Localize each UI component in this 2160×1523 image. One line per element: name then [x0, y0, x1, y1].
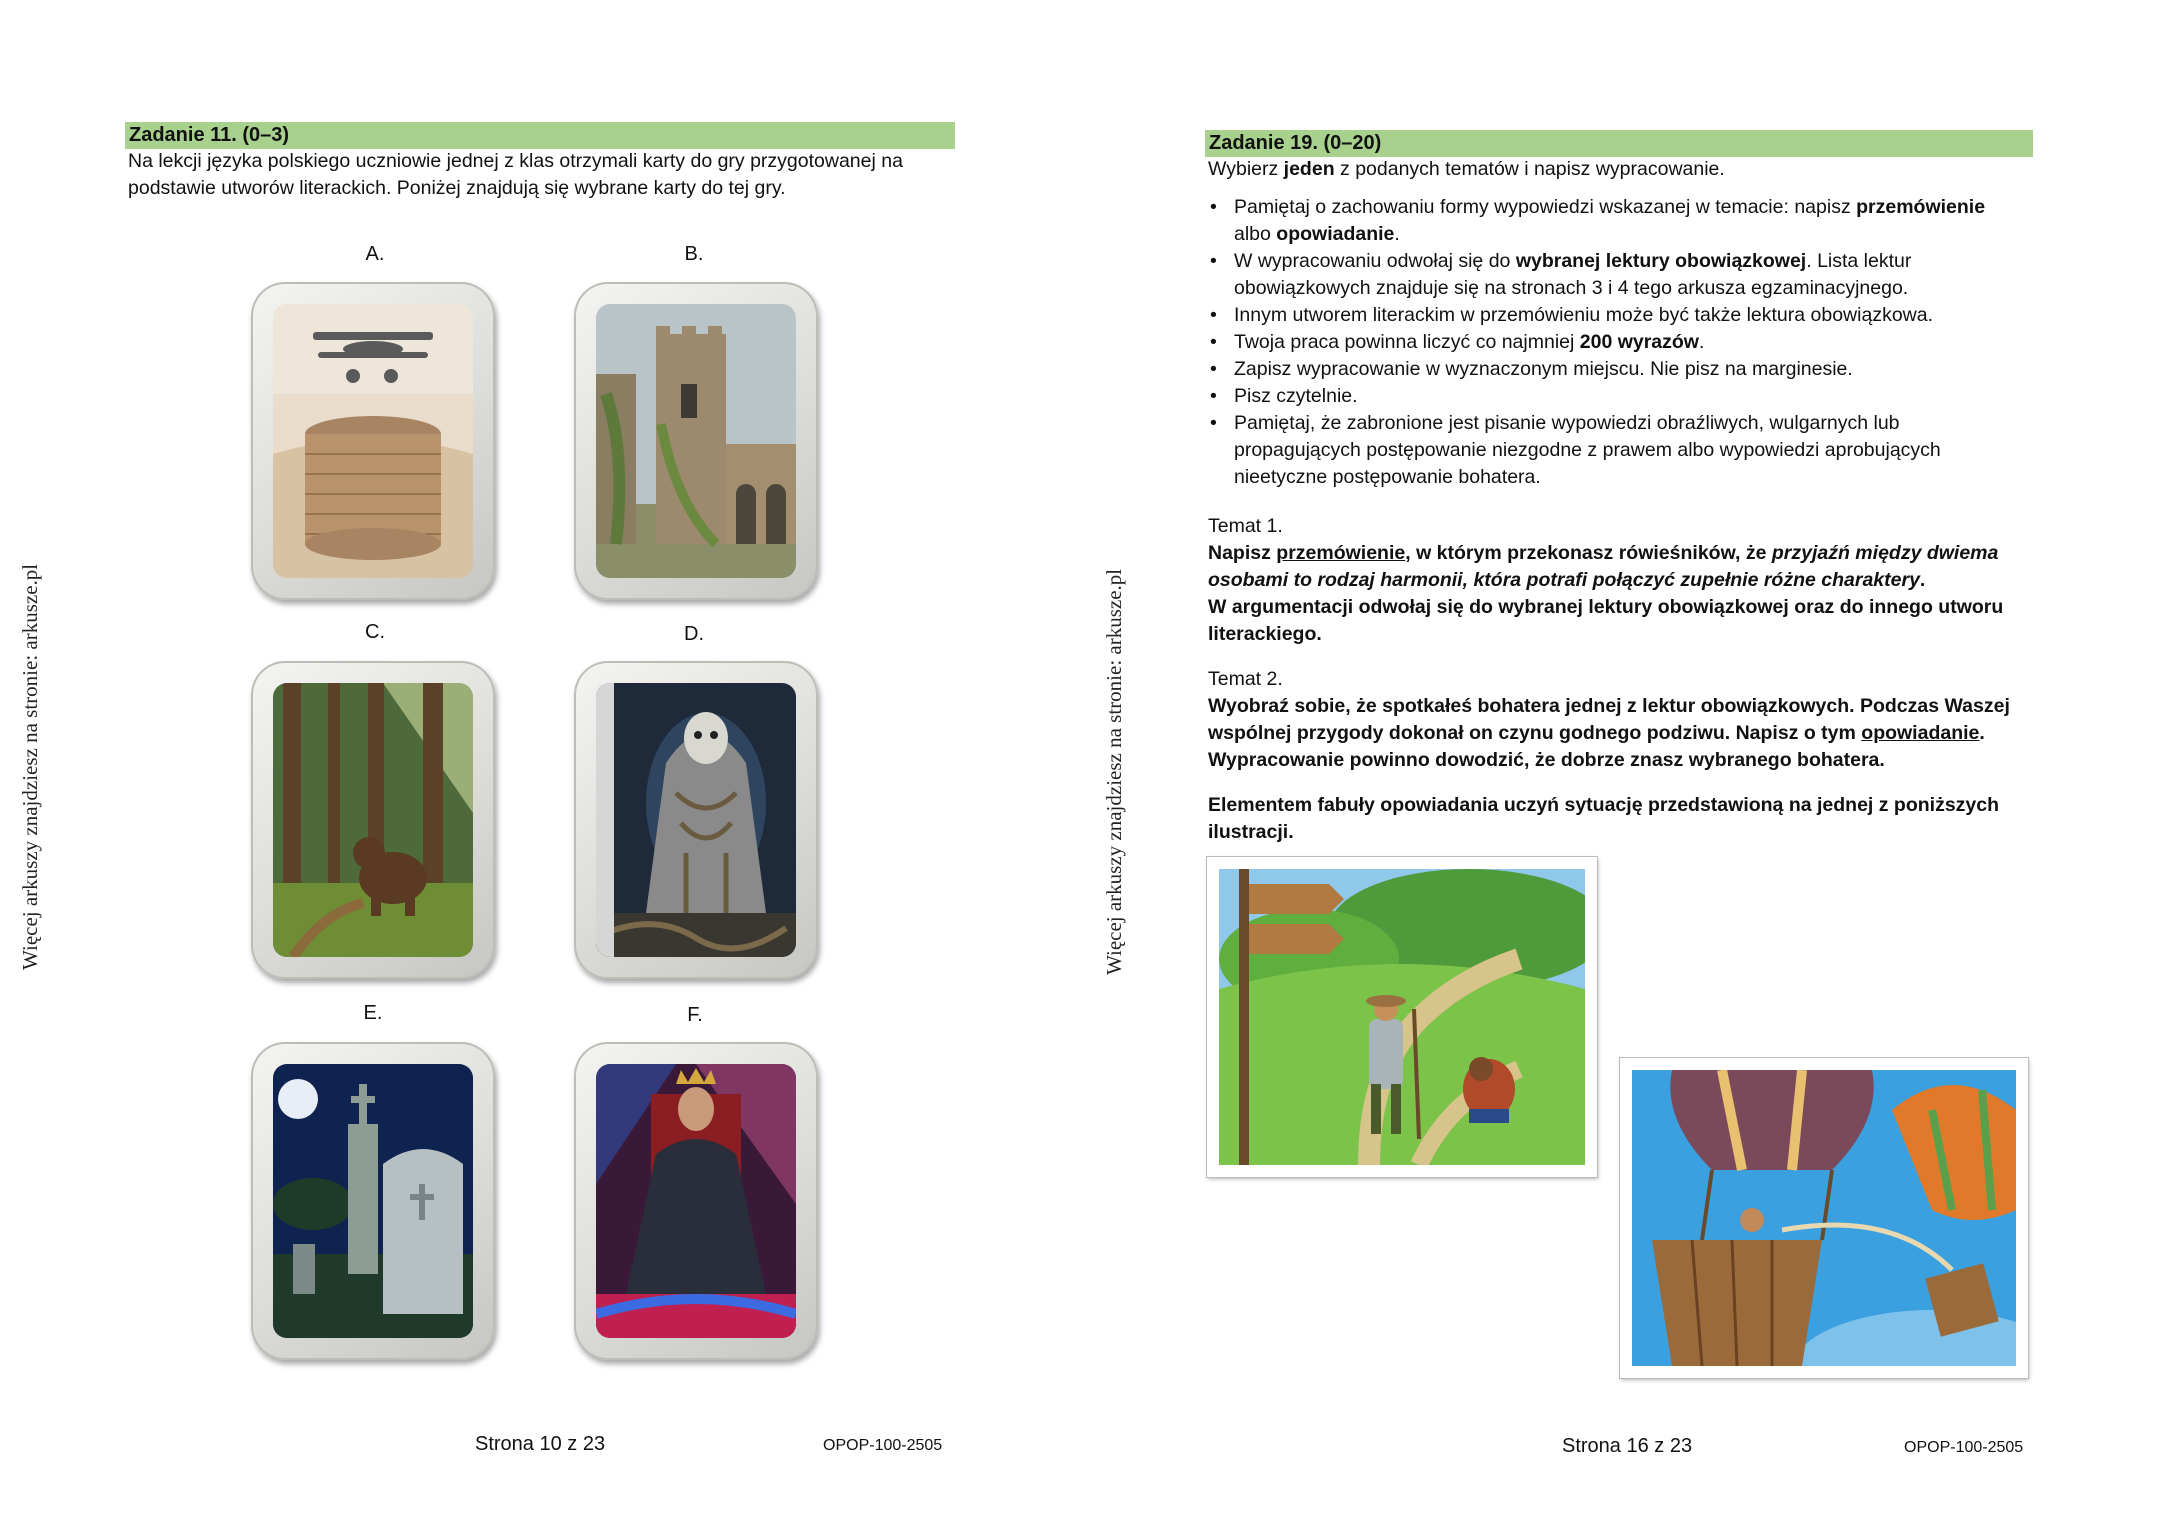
rule-item: • Zapisz wypracowanie w wyznaczonym miejscu. Nie pisz na marginesie. [1208, 356, 1985, 383]
side-watermark-left: Więcej arkuszy znajdziesz na stronie: arkusze.pl [18, 563, 42, 970]
task-title: Zadanie 19. (0–20) [1205, 130, 2033, 157]
card-letter-c: C. [365, 621, 385, 643]
card-f [574, 1042, 818, 1360]
topic-2-text: Wyobraź sobie, że spotkałeś bohatera jednej z lektur obowiązkowych. Podczas Waszej wspólnej przygody dokonał on czynu godnego podziwu. Napisz o tym opowiadanie. Wypracowanie powinno dowodzić, że dobrze znasz wybranego bohatera. [1208, 695, 2010, 771]
topic-1-label: Temat 1. [1208, 515, 1283, 537]
illustration-hiker [1207, 857, 1597, 1177]
hot-air-balloons-image [1632, 1070, 2016, 1366]
bear-in-forest-image [273, 683, 473, 957]
king-on-throne-image [596, 1064, 796, 1338]
illustration-balloons [1620, 1058, 2028, 1378]
footer-exam-code: OPOP-100-2505 [1904, 1439, 2024, 1456]
card-e [251, 1042, 495, 1360]
rule-item: • Pamiętaj o zachowaniu formy wypowiedzi wskazanej w temacie: napisz przemówienie albo opowiadanie. [1208, 194, 1985, 248]
card-c [251, 661, 495, 979]
rule-item: • Pamiętaj, że zabronione jest pisanie wypowiedzi obraźliwych, wulgarnych lub propagujących postępowanie niezgodne z prawem albo wypowiedzi aprobujących nieetyczne postępowanie bohatera. [1208, 410, 1985, 491]
footer-page-number: Strona 16 z 23 [1562, 1435, 1693, 1457]
footer-page-number: Strona 10 z 23 [475, 1433, 606, 1455]
side-watermark-right: Więcej arkuszy znajdziesz na stronie: arkusze.pl [1102, 568, 1126, 975]
topic-1-text: Napisz przemówienie, w którym przekonasz rówieśników, że przyjaźń między dwiema osobami to rodzaj harmonii, która potrafi połączyć zupełnie różne charaktery. W argumentacji odwołaj się do wybranej lektury obowiązkowej oraz do innego utworu literackiego. [1208, 542, 2004, 645]
well-with-airplane-image [273, 304, 473, 578]
card-a [251, 282, 495, 600]
hiker-on-path-image [1219, 869, 1585, 1165]
card-d [574, 661, 818, 979]
topic-2-label: Temat 2. [1208, 668, 1283, 690]
card-b [574, 282, 818, 600]
chained-ghost-image [596, 683, 796, 957]
card-letter-f: F. [687, 1004, 703, 1026]
cemetery-at-night-image [273, 1064, 473, 1338]
intro-line-1: Na lekcji języka polskiego uczniowie jednej z klas otrzymali karty do gry przygotowanej na [128, 150, 903, 172]
rule-item: • Innym utworem literackim w przemówieniu może być także lektura obowiązkowa. [1208, 302, 1985, 329]
card-letter-d: D. [684, 623, 704, 645]
card-letter-e: E. [363, 1002, 383, 1024]
task-intro: Wybierz jeden z podanych tematów i napisz wypracowanie. [1208, 158, 1725, 180]
card-letter-b: B. [684, 243, 704, 265]
intro-line-2: podstawie utworów literackich. Poniżej znajdują się wybrane karty do tej gry. [128, 177, 786, 199]
task-title: Zadanie 11. (0–3) [125, 122, 955, 149]
rules-list [1208, 194, 1985, 491]
castle-ruins-image [596, 304, 796, 578]
rule-item: • Pisz czytelnie. [1208, 383, 1985, 410]
rule-item: • W wypracowaniu odwołaj się do wybranej lektury obowiązkowej. Lista lektur obowiązkowych znajduje się na stronach 3 i 4 tego arkusza egzaminacyjnego. [1208, 248, 1985, 302]
footer-exam-code: OPOP-100-2505 [823, 1437, 943, 1454]
card-letter-a: A. [365, 243, 385, 265]
rule-item: • Twoja praca powinna liczyć co najmniej 200 wyrazów. [1208, 329, 1985, 356]
page-right [1080, 0, 2160, 1523]
element-instruction: Elementem fabuły opowiadania uczyń sytuację przedstawioną na jednej z poniższych ilustracji. [1208, 794, 2000, 843]
